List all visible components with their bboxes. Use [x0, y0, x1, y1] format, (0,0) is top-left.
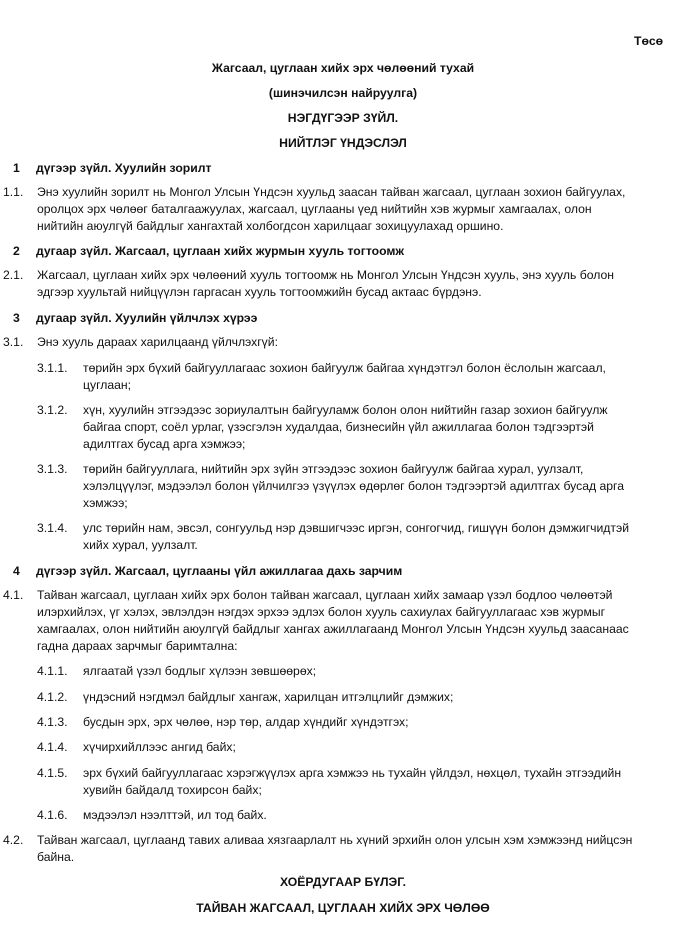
item-3-1-2-line-2: байгаа спорт, соёл урлаг, үзэсгэлэн худалдаа, бизнесийн үйл ажиллагаа болон тэдгээртэй: [83, 420, 594, 434]
document-title: Жагсаал, цуглаан хийх эрх чөлөөний тухай: [211, 61, 475, 75]
item-3-1-1-number: 3.1.1.: [37, 361, 68, 375]
chapter-1-number: НЭГДҮГЭЭР ЗҮЙЛ.: [287, 111, 399, 125]
article-3-number: 3: [13, 311, 20, 325]
item-4-1-4-line-1: хүчирхийллээс ангид байх;: [83, 740, 236, 754]
item-4-1-4-number: 4.1.4.: [37, 740, 68, 754]
paragraph-4-1-line-4: гадна дараах зарчмыг баримтална:: [37, 639, 238, 653]
item-3-1-2-number: 3.1.2.: [37, 403, 68, 417]
article-2-heading: дугаар зүйл. Жагсаал, цуглаан хийх журмын хууль тогтоомж: [36, 244, 405, 258]
paragraph-4-2-number: 4.2.: [3, 833, 24, 847]
chapter-1-name: НИЙТЛЭГ ҮНДЭСЛЭЛ: [279, 136, 407, 150]
paragraph-2-1-number: 2.1.: [3, 268, 24, 282]
paragraph-2-1-line-1: Жагсаал, цуглаан хийх эрх чөлөөний хууль тогтоомж нь Монгол Улсын Үндсэн хууль, энэ хууль болон: [37, 268, 614, 282]
item-4-1-5-line-1: эрх бүхий байгууллагаас хэрэгжүүлэх арга хэмжээ нь тухайн үйлдэл, нөхцөл, тухайн этгээдийн: [83, 766, 622, 780]
item-3-1-4-line-1: улс төрийн нам, эвсэл, сонгуульд нэр дэвшигчээс иргэн, сонгогчид, гишүүн болон дэмжигчидтэй: [83, 521, 630, 535]
item-4-1-6-line-1: мэдээлэл нээлттэй, ил тод байх.: [83, 808, 267, 822]
article-1-number: 1: [13, 161, 20, 175]
item-4-1-2-line-1: үндэсний нэгдмэл байдлыг хангаж, харилцан итгэлцлийг дэмжих;: [83, 690, 454, 704]
item-3-1-1-line-2: цуглаан;: [83, 378, 132, 392]
item-4-1-2-number: 4.1.2.: [37, 690, 68, 704]
item-3-1-2-line-1: хүн, хуулийн этгээдээс зориулалтын байгууламж болон олон нийтийн газар зохион байгуулж: [83, 403, 608, 417]
paragraph-1-1-line-1: Энэ хуулийн зорилт нь Монгол Улсын Үндсэн хуульд заасан тайван жагсаал, цуглаан зохион байгуулах,: [37, 185, 626, 199]
paragraph-3-1-text: Энэ хууль дараах харилцаанд үйлчлэхгүй:: [37, 335, 278, 349]
item-4-1-1-line-1: ялгаатай үзэл бодлыг хүлээн зөвшөөрөх;: [83, 664, 317, 678]
paragraph-4-2-line-1: Тайван жагсаал, цуглаанд тавих аливаа хязгаарлалт нь хүний эрхийн олон улсын хэм хэмжээнд нийцсэн: [37, 833, 633, 847]
item-3-1-3-line-3: хэмжээ;: [83, 496, 128, 510]
item-3-1-2-line-3: адилтгах бусад арга хэмжээ;: [83, 437, 246, 451]
article-2-number: 2: [13, 244, 20, 258]
paragraph-1-1-line-2: оролцох эрх чөлөөг баталгаажуулах, жагсаал, цуглааны үед нийтийн хэв журмыг хамгаалах, олон: [37, 202, 592, 216]
paragraph-4-2-line-2: байна.: [37, 850, 75, 864]
paragraph-1-1-number: 1.1.: [3, 185, 24, 199]
paragraph-1-1-line-3: нийтийн аюулгүй байдлыг хангахтай холбогдсон харилцааг зохицуулахад оршино.: [37, 219, 504, 233]
item-4-1-3-number: 4.1.3.: [37, 715, 68, 729]
article-3-heading: дугаар зүйл. Хуулийн үйлчлэх хүрээ: [36, 311, 258, 325]
item-4-1-1-number: 4.1.1.: [37, 664, 68, 678]
article-1-heading: дүгээр зүйл. Хуулийн зорилт: [36, 161, 212, 175]
item-4-1-3-line-1: бусдын эрх, эрх чөлөө, нэр төр, алдар хүндийг хүндэтгэх;: [83, 715, 409, 729]
paragraph-4-1-line-1: Тайван жагсаал, цуглаан хийх эрх болон тайван жагсаал, цуглаан хийх замаар үзэл бодлоо чөлөөтэй: [37, 588, 613, 602]
document-subtitle: (шинэчилсэн найруулга): [268, 86, 418, 100]
paragraph-4-1-number: 4.1.: [3, 588, 24, 602]
item-3-1-3-line-1: төрийн байгууллага, нийтийн эрх зүйн этгээдээс зохион байгуулж байгаа хурал, уулзалт,: [83, 462, 584, 476]
chapter-2-name: ТАЙВАН ЖАГСААЛ, ЦУГЛААН ХИЙХ ЭРХ ЧӨЛӨӨ: [196, 901, 490, 915]
paragraph-2-1-line-2: эдгээр хуультай нийцүүлэн гаргасан хууль тогтоомжийн бусад актаас бүрдэнэ.: [37, 285, 482, 299]
item-3-1-4-number: 3.1.4.: [37, 521, 68, 535]
item-3-1-3-number: 3.1.3.: [37, 462, 68, 476]
item-4-1-6-number: 4.1.6.: [37, 808, 68, 822]
item-4-1-5-number: 4.1.5.: [37, 766, 68, 780]
item-3-1-3-line-2: хэлэлцүүлэг, мэдээлэл болон үйлчилгээ үзүүлэх өдөрлөг болон тэдгээртэй адилтгах бусад арга: [83, 479, 624, 493]
paragraph-4-1-line-2: илэрхийлэх, үг хэлэх, эвлэлдэн нэгдэх эрхээ эдлэх болон хууль сахиулах байгууллагаас хэв журмыг: [37, 605, 606, 619]
item-3-1-1-line-1: төрийн эрх бүхий байгууллагаас зохион байгуулж байгаа хүндэтгэл болон ёслолын жагсаал,: [83, 361, 606, 375]
paragraph-4-1-line-3: хамгаалах, олон нийтийн аюулгүй байдлыг хангах ажиллагаанд Монгол Улсын Үндсэн хуульд заасанаас: [37, 622, 629, 636]
item-3-1-4-line-2: хийх хурал, уулзалт.: [83, 538, 198, 552]
chapter-2-number: ХОЁРДУГААР БҮЛЭГ.: [279, 875, 406, 889]
paragraph-3-1-number: 3.1.: [3, 335, 24, 349]
article-4-number: 4: [13, 564, 20, 578]
article-4-heading: дүгээр зүйл. Жагсаал, цуглааны үйл ажиллагаа дахь зарчим: [36, 564, 403, 578]
header-corner-text: Төсө: [634, 34, 664, 48]
item-4-1-5-line-2: хувийн байдалд тохирсон байх;: [83, 783, 262, 797]
